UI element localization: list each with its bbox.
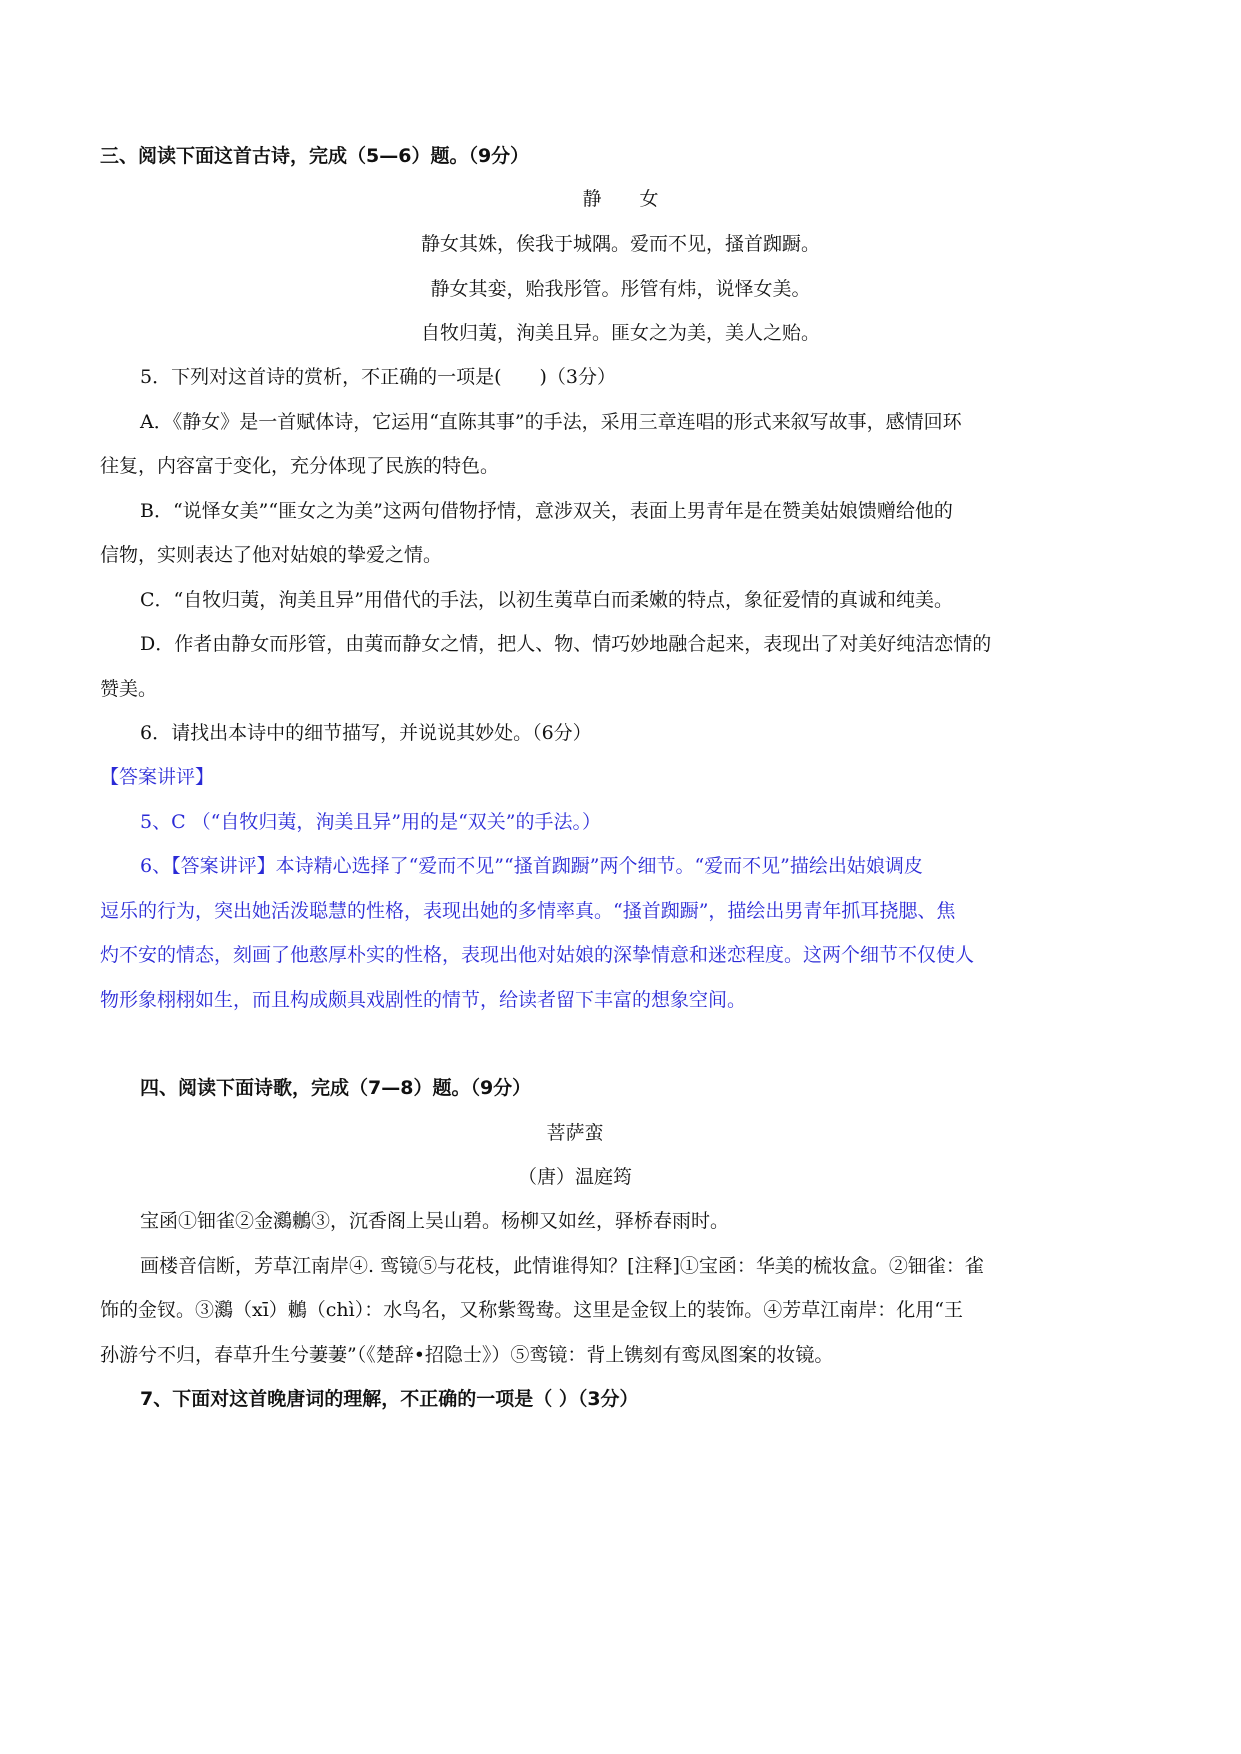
option-b-line-2: 信物，实则表达了他对姑娘的挚爱之情。 xyxy=(100,544,443,566)
option-a-line-1: A．《静女》是一首赋体诗，它运用“直陈其事”的手法，采用三章连唱的形式来叙写故事，感情回环 xyxy=(140,411,962,433)
answer-6-line-3: 灼不安的情态，刻画了他憨厚朴实的性格，表现出他对姑娘的深挚情意和迷恋程度。这两个细节不仅使人 xyxy=(100,944,975,966)
poem-2-line-2: 画楼音信断，芳草江南岸④. 鸾镜⑤与花枝，此情谁得知？[注释]①宝函：华美的梳妆盒。②钿雀：雀 xyxy=(140,1255,984,1277)
poem-2-line-4: 孙游兮不归，春草升生兮萋萋”（《楚辞•招隐士》）⑤鸾镜：背上镌刻有鸾凤图案的妆镜。 xyxy=(100,1344,834,1366)
answer-5: 5、C （“自牧归荑，洵美且异”用的是“双关”的手法。） xyxy=(140,811,602,833)
question-6: 6．请找出本诗中的细节描写，并说说其妙处。（6分） xyxy=(140,722,592,744)
answer-label: 【答案讲评】 xyxy=(100,766,215,788)
option-d-line-2: 赞美。 xyxy=(100,678,158,700)
question-7 xyxy=(140,1385,639,1413)
option-b-line-1: B．“说怿女美”“匪女之为美”这两句借物抒情，意涉双关，表面上男青年是在赞美姑娘馈赠给他的 xyxy=(140,500,953,522)
option-a-line-2: 往复，内容富于变化，充分体现了民族的特色。 xyxy=(100,455,500,477)
poem-line-1: 静女其姝，俟我于城隅。爱而不见，搔首踟蹰。 xyxy=(420,233,820,255)
question-7-text: 7、下面对这首晚唐词的理解，不正确的一项是（ ）（3分） xyxy=(140,1388,639,1410)
option-c: C．“自牧归荑，洵美且异”用借代的手法，以初生荑草白而柔嫩的特点，象征爱情的真诚和纯美。 xyxy=(140,589,953,611)
poem-title: 静 女 xyxy=(582,188,659,210)
question-5: 5．下列对这首诗的赏析，不正确的一项是( )（3分） xyxy=(140,366,617,388)
answer-6-text: 本诗精心选择了“爱而不见”“搔首踟蹰”两个细节。“爱而不见”描绘出姑娘调皮 xyxy=(275,855,923,877)
answer-6-line-2: 逗乐的行为，突出她活泼聪慧的性格，表现出她的多情率真。“搔首踟蹰”，描绘出男青年抓耳挠腮、焦 xyxy=(100,900,956,922)
answer-6-line-4: 物形象栩栩如生，而且构成颇具戏剧性的情节，给读者留下丰富的想象空间。 xyxy=(100,989,747,1011)
section-4-heading: 四、阅读下面诗歌，完成（7—8）题。（9分） xyxy=(140,1077,532,1099)
poem-author: （唐）温庭筠 xyxy=(517,1166,632,1188)
poem-line-2: 静女其娈，贻我彤管。彤管有炜，说怿女美。 xyxy=(430,278,811,300)
answer-6-line-1 xyxy=(140,852,923,880)
poem-2-line-1: 宝函①钿雀②金鸂鶒③，沉香阁上吴山碧。杨柳又如丝，驿桥春雨时。 xyxy=(140,1210,730,1232)
section-3-heading: 三、阅读下面这首古诗，完成（5—6）题。（9分） xyxy=(100,145,530,167)
option-d-line-1: D．作者由静女而彤管，由荑而静女之情，把人、物、情巧妙地融合起来，表现出了对美好纯洁恋情的 xyxy=(140,633,992,655)
poem-2-line-3: 饰的金钗。③鸂（xī）鶒（chì）：水鸟名，又称紫鸳鸯。这里是金钗上的装饰。④芳草江南岸：化用“王 xyxy=(100,1299,963,1321)
poem-line-3: 自牧归荑，洵美且异。匪女之为美，美人之贻。 xyxy=(420,322,820,344)
poem-title-2: 菩萨蛮 xyxy=(546,1122,604,1144)
answer-6-prefix: 6、【答案讲评】 xyxy=(140,855,276,877)
